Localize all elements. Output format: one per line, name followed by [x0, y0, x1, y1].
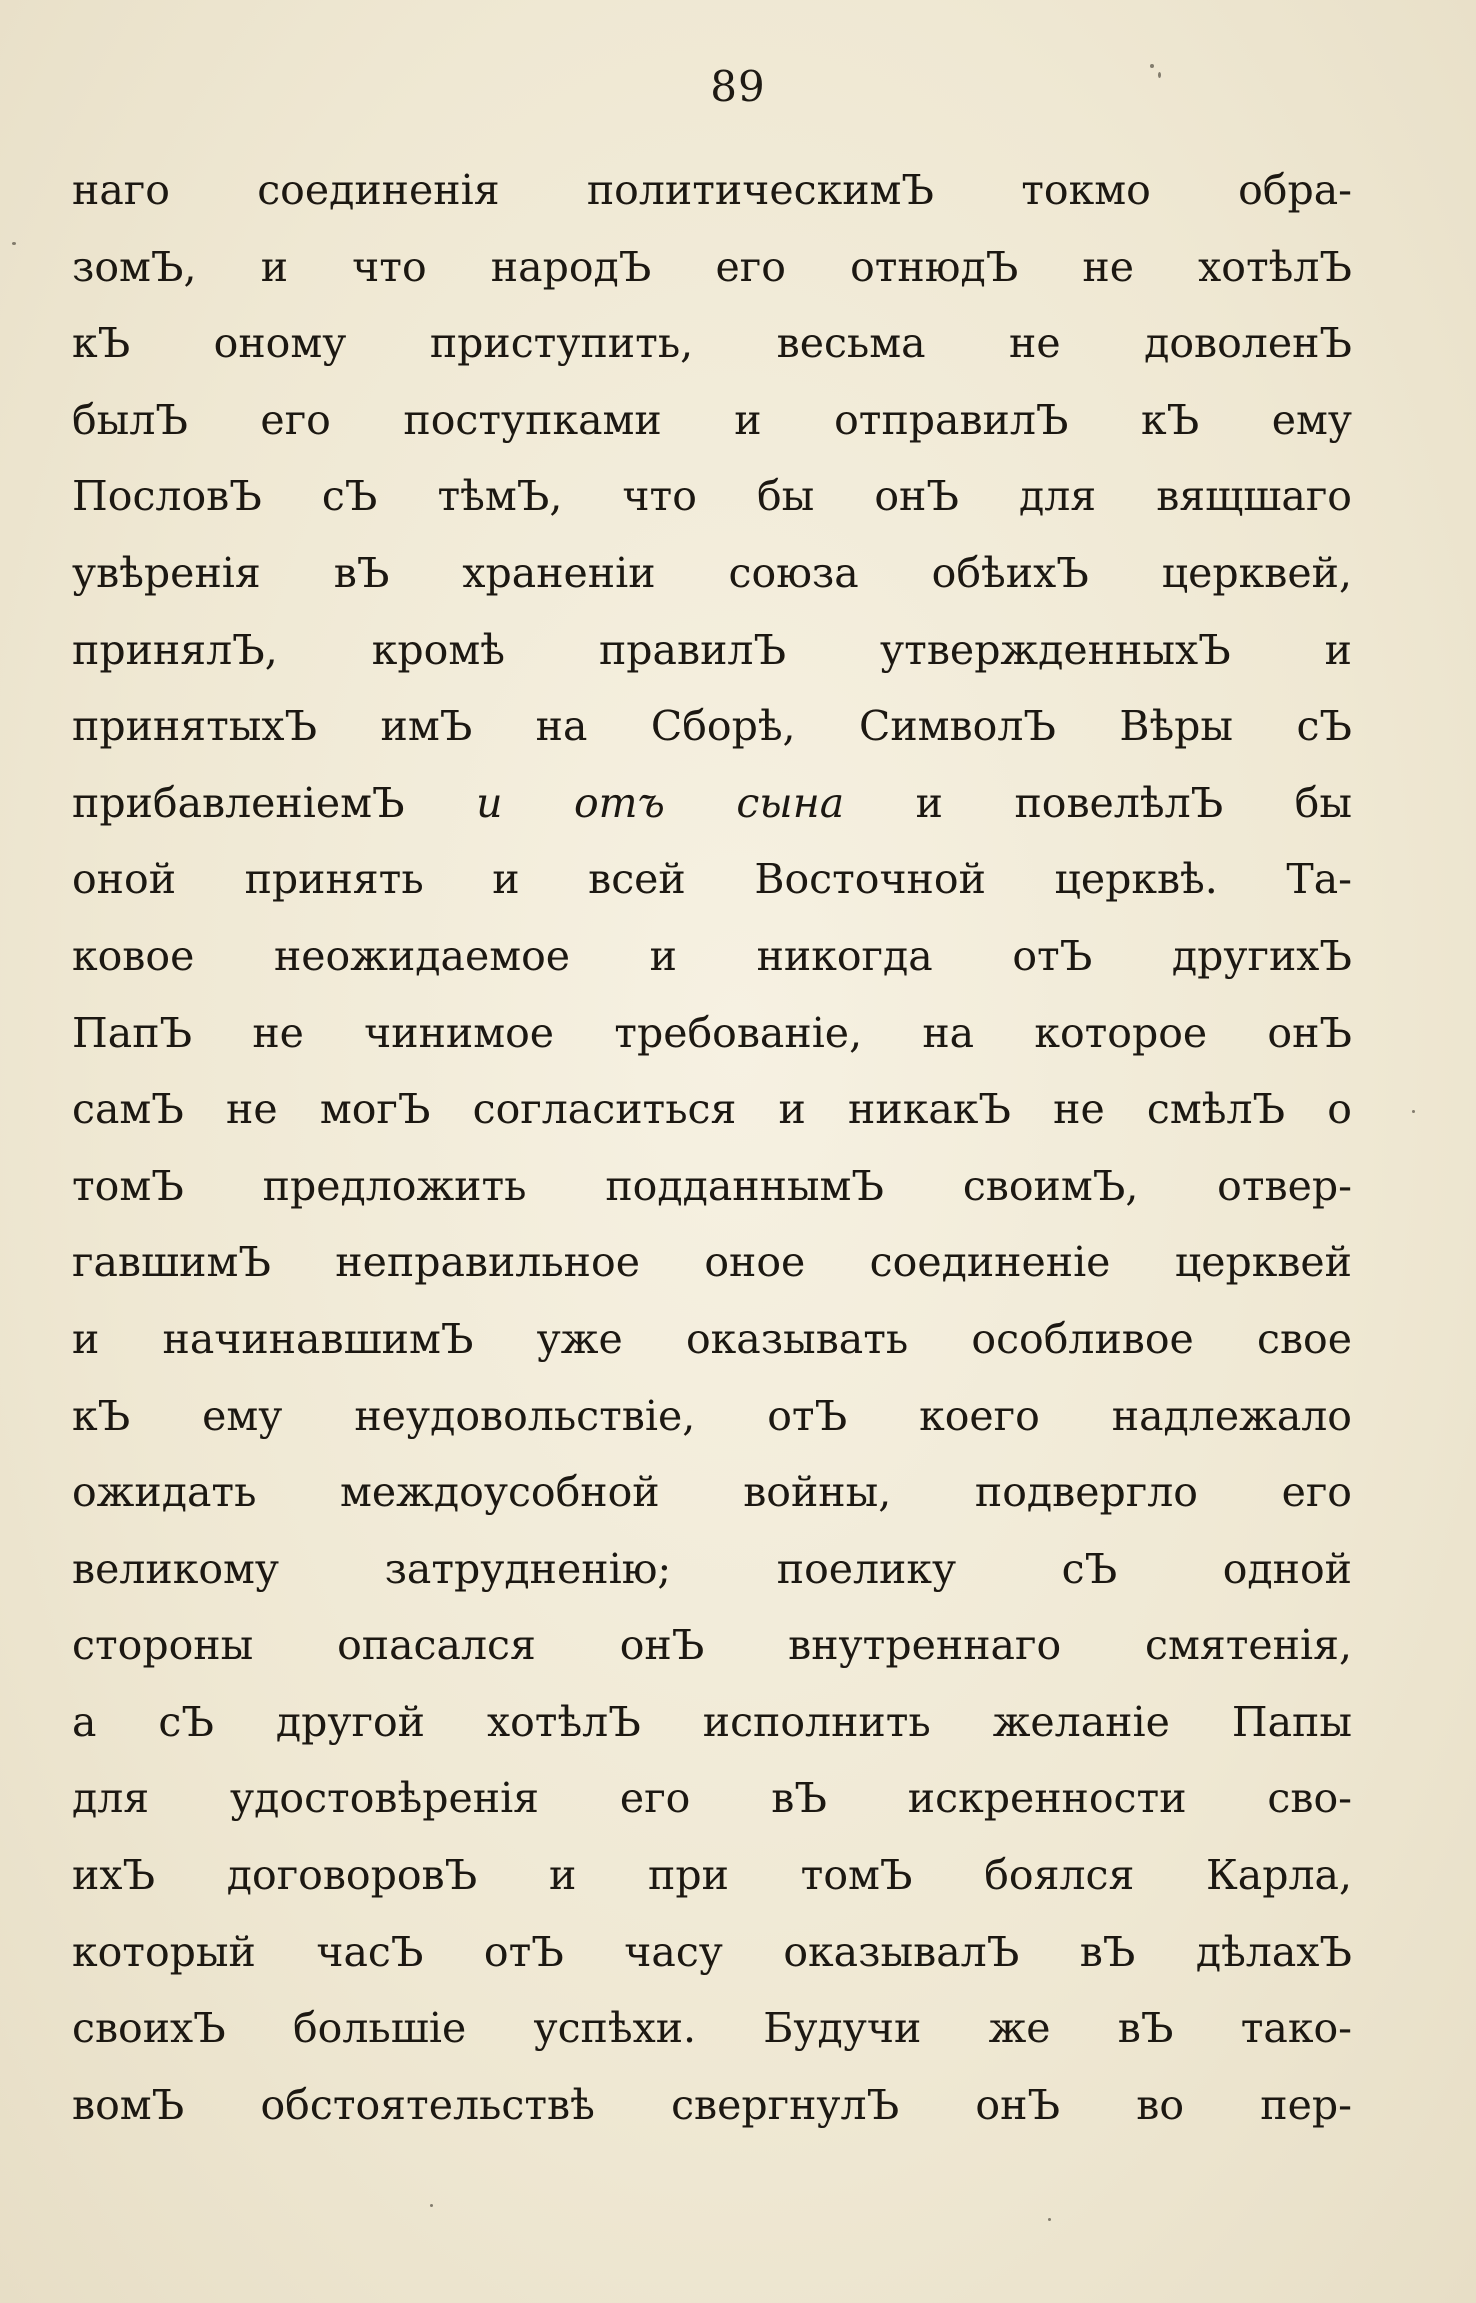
paper-speck [12, 242, 16, 245]
body-text [72, 152, 1352, 2143]
text-line-21: а сЪ другой хотѣлЪ исполнить желаніе Папы [72, 1697, 1352, 1746]
paper-speck [1158, 72, 1161, 78]
text-line-5: ПословЪ сЪ тѣмЪ, что бы онЪ для вящшаго [72, 472, 1352, 521]
text-line-18: ожидать междоусобной войны, подвергло его [72, 1468, 1352, 1517]
text-line-2: зомЪ, и что народЪ его отнюдЪ не хотѣлЪ [72, 242, 1352, 291]
text-line-22: для удостовѣренія его вЪ искренности сво- [72, 1774, 1352, 1823]
text-line-26: вомЪ обстоятельствѣ свергнулЪ онЪ во пер- [72, 2080, 1352, 2129]
text-line-15: гавшимЪ неправильное оное соединеніе церквей [72, 1238, 1352, 1287]
paper-speck [430, 2204, 433, 2207]
paper-speck [1150, 64, 1154, 68]
text-line-12: ПапЪ не чинимое требованіе, на которое онЪ [72, 1008, 1352, 1057]
text-line-23: ихЪ договоровЪ и при томЪ боялся Карла, [72, 1851, 1352, 1900]
text-line-4: былЪ его поступками и отправилЪ кЪ ему [72, 395, 1352, 444]
text-line-13: самЪ не могЪ согласиться и никакЪ не смѣлЪ о [72, 1085, 1352, 1134]
text-line-1: наго соединенія политическимЪ токмо обра- [72, 166, 1352, 214]
text-line-8: принятыхЪ имЪ на Сборѣ, СимволЪ Вѣры сЪ [72, 702, 1352, 751]
paper-speck [1412, 1110, 1415, 1113]
page-number: 89 [710, 62, 766, 111]
text-line-20: стороны опасался онЪ внутреннаго смятенія, [72, 1621, 1352, 1670]
text-line-19: великому затрудненію; поелику сЪ одной [72, 1544, 1352, 1593]
paper-speck [1048, 2218, 1051, 2221]
text-line-9: прибавленіемЪ и отъ сына и повелѣлЪ бы [72, 778, 1352, 827]
text-line-17: кЪ ему неудовольствіе, отЪ коего надлежало [72, 1391, 1352, 1440]
text-line-24: который часЪ отЪ часу оказывалЪ вЪ дѣлахЪ [72, 1927, 1352, 1976]
text-line-25: своихЪ большіе успѣхи. Будучи же вЪ тако- [72, 2004, 1352, 2053]
italic-phrase: и отъ сына [476, 778, 845, 827]
text-line-16: и начинавшимЪ уже оказывать особливое свое [72, 1314, 1352, 1363]
text-line-3: кЪ оному приступить, весьма не доволенЪ [72, 319, 1352, 368]
text-line-11: ковое неожидаемое и никогда отЪ другихЪ [72, 931, 1352, 980]
text-line-10: оной принять и всей Восточной церквѣ. Та- [72, 855, 1352, 904]
text-line-14: томЪ предложить подданнымЪ своимЪ, отвер- [72, 1161, 1352, 1210]
text-line-6: увѣренія вЪ храненіи союза обѣихЪ церквей, [72, 548, 1352, 597]
text-line-7: принялЪ, кромѣ правилЪ утвержденныхЪ и [72, 625, 1352, 674]
